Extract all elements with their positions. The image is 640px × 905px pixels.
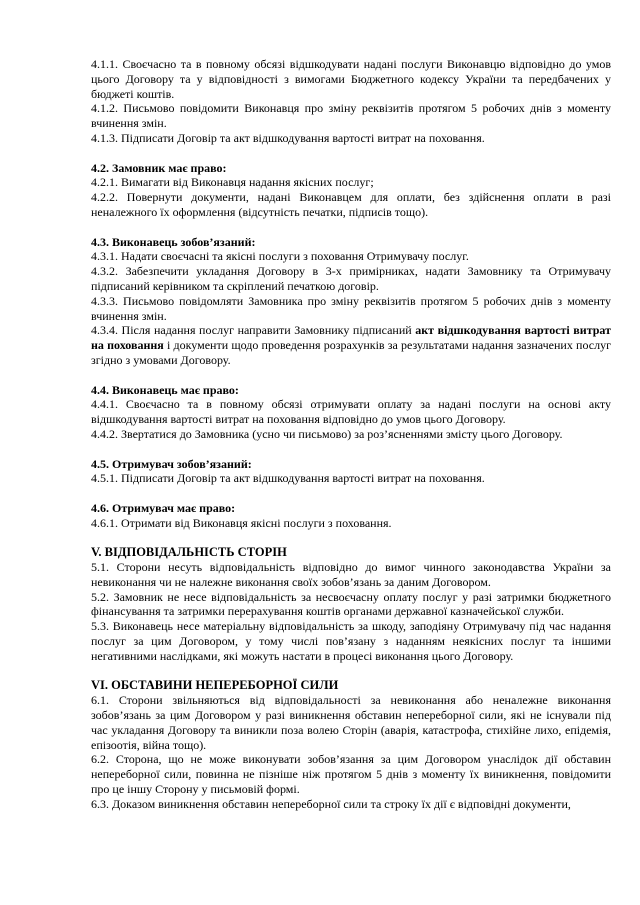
clause-4-3-2: 4.3.2. Забезпечити укладання Договору в 3-х примірниках, надати Замовнику та Отримувачу підписаний керівником та скріплений печаткою договір. (91, 264, 611, 293)
clause-6-3: 6.3. Доказом виникнення обставин непереборної сили та строку їх дії є відповідні документи, (91, 796, 571, 811)
clause-5-1: 5.1. Сторони несуть відповідальність відповідно до вимог чинного законодавства України за невиконання чи не належне виконання своїх зобов’язань за даним Договором. (91, 560, 611, 589)
clause-4-2-1: 4.2.1. Вимагати від Виконавця надання якісних послуг; (91, 175, 374, 190)
clause-4-3-4-text-b: і документи щодо проведення розрахунків за результатами надання зазначених послуг згідно з умовами Договору. (91, 338, 611, 367)
clause-4-1-2: 4.1.2. Письмово повідомити Виконавця про зміну реквізитів протягом 5 робочих днів з моменту вчинення змін. (91, 101, 611, 131)
clause-4-4-1: 4.4.1. Своєчасно та в повному обсязі отримувати оплату за надані послуги на основі акту відшкодування вартості витрат на поховання відповідно до умов цього Договору. (91, 397, 611, 427)
clause-4-4-2: 4.4.2. Звертатися до Замовника (усно чи письмово) за роз’ясненнями змісту цього Договору. (91, 426, 563, 441)
clause-4-3-1: 4.3.1. Надати своєчасні та якісні послуги з поховання Отримувачу послуг. (91, 249, 469, 264)
clause-4-1-3: 4.1.3. Підписати Договір та акт відшкодування вартості витрат на поховання. (91, 130, 485, 145)
clause-4-6-1: 4.6.1. Отримати від Виконавця якісні послуги з поховання. (91, 515, 392, 530)
clause-6-1: 6.1. Сторони звільняються від відповідальності за невиконання або неналежне виконання зобов’язань за цим Договором у разі виникнення обставин непереборної сили, які не існували під час укладання Договору та виникли поза волею Сторін (аварія, катастрофа, стихійне лихо, епідемія, епізоотія, війна тощо). (91, 693, 611, 752)
clause-4-3-4-text-a: 4.3.4. Після надання послуг направити Замовнику підписаний (91, 323, 416, 338)
section-4-5-heading: 4.5. Отримувач зобов’язаний: (91, 456, 252, 471)
clause-4-5-1: 4.5.1. Підписати Договір та акт відшкодування вартості витрат на поховання. (91, 471, 485, 486)
section-4-6-heading: 4.6. Отримувач має право: (91, 500, 236, 515)
clause-4-2-2: 4.2.2. Повернути документи, надані Виконавцем для оплати, без здійснення оплати в разі неналежного їх оформлення (відсутність печатки, підписів тощо). (91, 190, 611, 219)
section-4-4-heading: 4.4. Виконавець має право: (91, 382, 239, 397)
clause-5-3: 5.3. Виконавець несе матеріальну відповідальність за шкоду, заподіяну Отримувачу під час надання послуг за цим Договором, у тому числі пов’язану з наданням неякісних послуг та іншими негативними наслідками, які можуть настати в процесі виконання цього Договору. (91, 619, 611, 663)
clause-4-3-3: 4.3.3. Письмово повідомляти Замовника про зміну реквізитів протягом 5 робочих днів з моменту вчинення змін. (91, 293, 611, 323)
clause-4-1-1: 4.1.1. Своєчасно та в повному обсязі відшкодувати надані послуги Виконавцю відповідно до умов цього Договору та у відповідності з вимогами Бюджетного кодексу України та передбачених у бюджеті коштів. (91, 57, 611, 101)
clause-6-2: 6.2. Сторона, що не може виконувати зобов’язання за цим Договором унаслідок дії обставин непереборної сили, повинна не пізніше ніж протягом 5 днів з моменту їх виникнення, повідомити про це іншу Сторону у письмовій формі. (91, 752, 611, 797)
section-4-3-heading: 4.3. Виконавець зобов’язаний: (91, 234, 256, 249)
clause-5-2: 5.2. Замовник не несе відповідальність за несвоєчасну оплату послуг у разі затримки бюджетного фінансування та затримки перерахування коштів органами державної казначейської служби. (91, 589, 611, 619)
section-4-2-heading: 4.2. Замовник має право: (91, 160, 227, 175)
document-page (91, 57, 611, 812)
clause-4-3-4-bold: акт відшкодування вартості витрат на поховання (91, 323, 612, 353)
chapter-6-title: VI. ОБСТАВИНИ НЕПЕРЕБОРНОЇ СИЛИ (91, 678, 339, 693)
chapter-5-title: V. ВІДПОВІДАЛЬНІСТЬ СТОРІН (91, 545, 287, 560)
clause-4-3-4 (91, 323, 611, 367)
